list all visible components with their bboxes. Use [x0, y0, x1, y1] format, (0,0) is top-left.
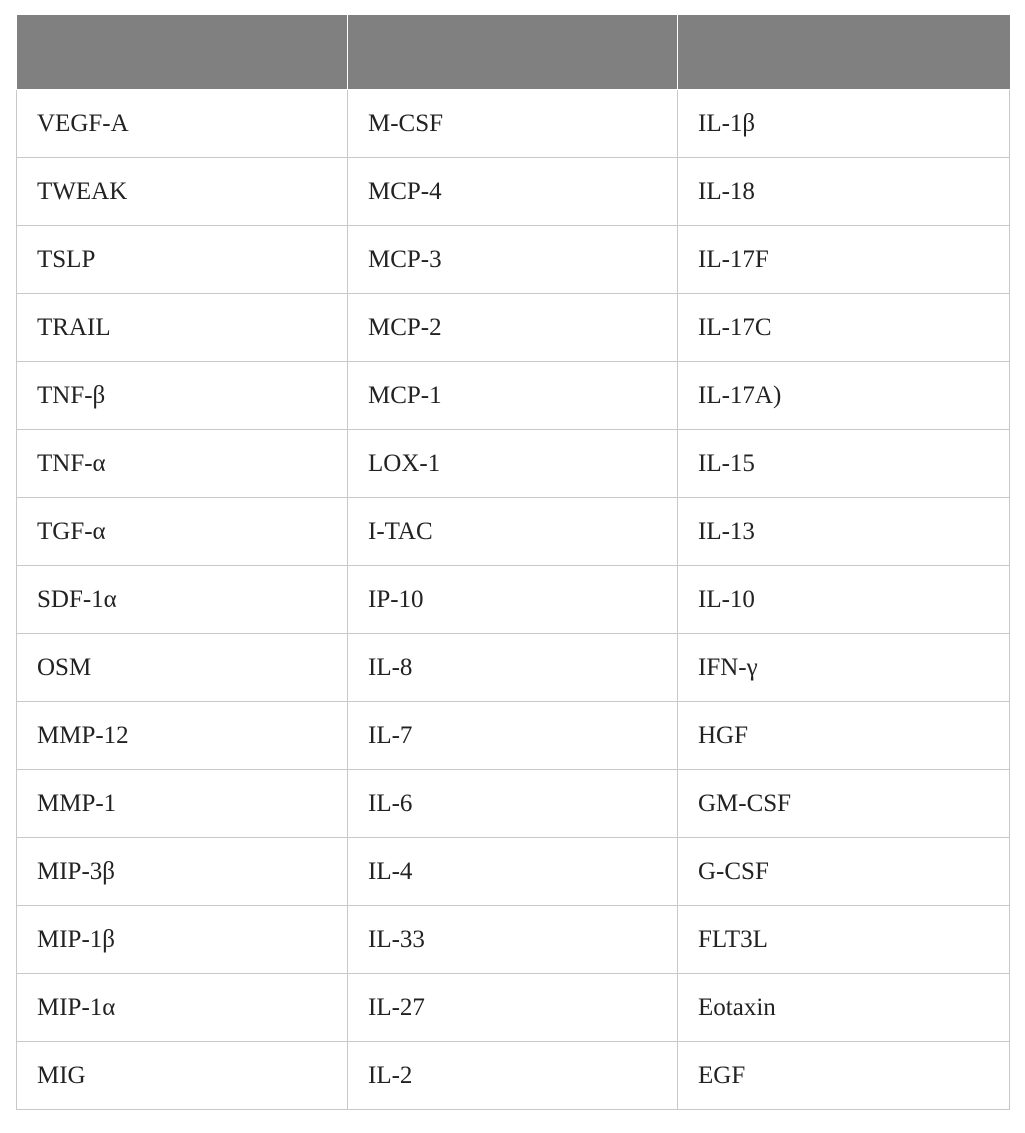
header-cell	[678, 15, 1010, 90]
table-row	[17, 566, 1010, 634]
table-row	[17, 430, 1010, 498]
header-cell	[348, 15, 678, 90]
table-row	[17, 294, 1010, 362]
table-row	[17, 702, 1010, 770]
table-cell: VEGF-A	[17, 90, 348, 158]
table-row	[17, 90, 1010, 158]
table-row	[17, 1042, 1010, 1110]
table-cell: I-TAC	[348, 498, 678, 566]
table-row	[17, 974, 1010, 1042]
table-cell: MCP-2	[348, 294, 678, 362]
cytokine-table	[16, 15, 1010, 1110]
table-header	[17, 15, 1010, 90]
table-cell: IL-2	[348, 1042, 678, 1110]
table-cell: IL-8	[348, 634, 678, 702]
table-cell: IL-33	[348, 906, 678, 974]
table-cell: MIP-1α	[17, 974, 348, 1042]
table-cell: IL-13	[678, 498, 1010, 566]
table-body	[17, 90, 1010, 1110]
table-cell: G-CSF	[678, 838, 1010, 906]
table-cell: LOX-1	[348, 430, 678, 498]
table-cell: IL-17C	[678, 294, 1010, 362]
table-cell: GM-CSF	[678, 770, 1010, 838]
header-cell	[17, 15, 348, 90]
table-row	[17, 226, 1010, 294]
table-cell: IL-4	[348, 838, 678, 906]
cytokine-table-container	[16, 15, 1009, 1110]
table-cell: IL-18	[678, 158, 1010, 226]
table-cell: MCP-4	[348, 158, 678, 226]
table-cell: TNF-β	[17, 362, 348, 430]
table-row	[17, 838, 1010, 906]
table-cell: SDF-1α	[17, 566, 348, 634]
table-cell: TSLP	[17, 226, 348, 294]
table-cell: MMP-1	[17, 770, 348, 838]
table-cell: IL-15	[678, 430, 1010, 498]
table-cell: IL-17A)	[678, 362, 1010, 430]
table-cell: IL-6	[348, 770, 678, 838]
table-cell: MCP-3	[348, 226, 678, 294]
table-cell: IL-17F	[678, 226, 1010, 294]
table-cell: TWEAK	[17, 158, 348, 226]
table-cell: MIP-1β	[17, 906, 348, 974]
table-row	[17, 498, 1010, 566]
table-row	[17, 362, 1010, 430]
table-cell: MMP-12	[17, 702, 348, 770]
table-cell: OSM	[17, 634, 348, 702]
table-cell: IL-7	[348, 702, 678, 770]
table-cell: MIP-3β	[17, 838, 348, 906]
table-cell: TNF-α	[17, 430, 348, 498]
table-cell: HGF	[678, 702, 1010, 770]
table-row	[17, 634, 1010, 702]
table-cell: Eotaxin	[678, 974, 1010, 1042]
table-cell: TRAIL	[17, 294, 348, 362]
table-row	[17, 906, 1010, 974]
table-cell: FLT3L	[678, 906, 1010, 974]
table-cell: IP-10	[348, 566, 678, 634]
table-cell: IFN-γ	[678, 634, 1010, 702]
table-row	[17, 770, 1010, 838]
table-cell: IL-1β	[678, 90, 1010, 158]
table-cell: MCP-1	[348, 362, 678, 430]
table-cell: IL-27	[348, 974, 678, 1042]
table-cell: IL-10	[678, 566, 1010, 634]
table-row	[17, 158, 1010, 226]
table-cell: M-CSF	[348, 90, 678, 158]
header-row	[17, 15, 1010, 90]
table-cell: EGF	[678, 1042, 1010, 1110]
table-cell: TGF-α	[17, 498, 348, 566]
table-cell: MIG	[17, 1042, 348, 1110]
